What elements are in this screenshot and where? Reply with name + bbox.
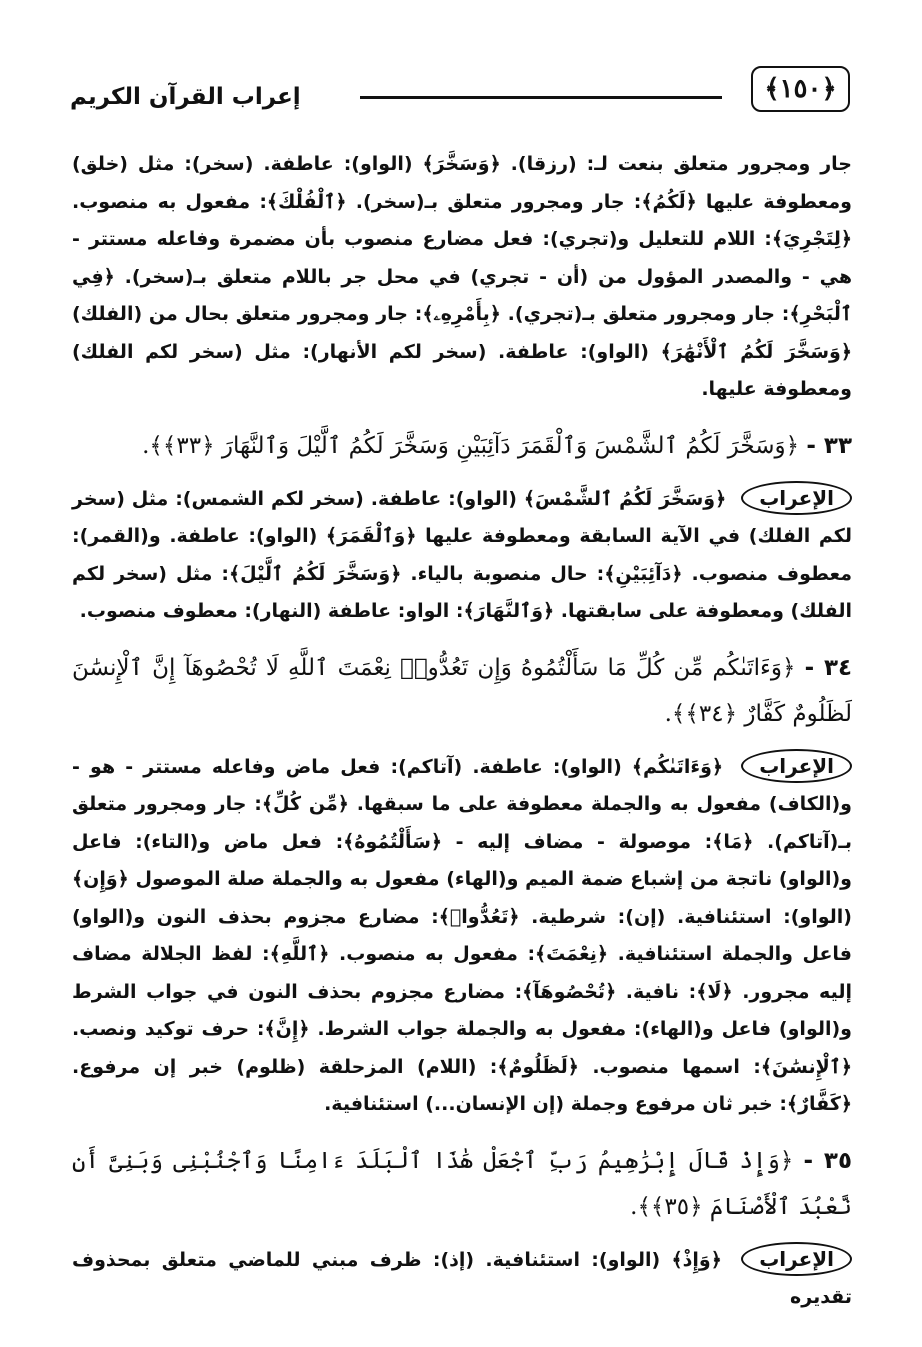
verse-33 <box>72 423 852 469</box>
verse-text: ﴿وَإِذْ قَالَ إِبْرَٰهِيمُ رَبِّ ٱجْعَلْ هَٰذَا ٱلْبَلَدَ ءَامِنًا وَٱجْنُبْنِى وَبَنِىَّ أَن نَّعْبُدَ ٱلْأَصْنَامَ ﴿٣٥﴾﴾. <box>72 1147 852 1220</box>
analysis-text: ﴿وَإِذْ﴾ (الواو): استئنافية. (إذ): ظرف مبني للماضي متعلق بمحذوف تقديره <box>72 1248 852 1308</box>
paragraph-verse-32-analysis: جار ومجرور متعلق بنعت لـ: (رزقا). ﴿وَسَخَّرَ﴾ (الواو): عاطفة. (سخر): مثل (خلق) ومعطوفة عليها ﴿لَكُمُ﴾: جار ومجرور متعلق بـ(سخر). ﴿ٱلْفُلْكَ﴾: مفعول به منصوب. ﴿لِتَجْرِيَ﴾: اللام للتعليل و(تجري): فعل مضارع منصوب بأن مضمرة وفاعله مستتر - هي - والمصدر المؤول من (أن - تجري) في محل جر باللام متعلق بـ(سخر). ﴿فِي ٱلْبَحْرِ﴾: جار ومجرور متعلق بـ(تجري). ﴿بِأَمْرِهِۦ﴾: جار ومجرور متعلق بحال من (الفلك) ﴿وَسَخَّرَ لَكُمُ ٱلْأَنْهَٰرَ﴾ (الواو): عاطفة. (سخر لكم الأنهار): مثل (سخر لكم الفلك) ومعطوفة عليها. <box>72 153 852 400</box>
verse-number: ٣٣ - <box>806 432 852 459</box>
header-rule <box>360 96 722 99</box>
paragraph-verse-34-analysis <box>72 749 852 1124</box>
paragraph-verse-35-analysis <box>72 1242 852 1317</box>
paragraph-verse-33-analysis <box>72 481 852 631</box>
i3rab-label: الإعراب <box>741 749 852 783</box>
verse-34 <box>72 645 852 737</box>
page-number: ﴿١٥٠﴾ <box>751 66 850 112</box>
analysis-text: ﴿وَءَاتَىٰكُم﴾ (الواو): عاطفة. (آتاكم): فعل ماض وفاعله مستتر - هو - و(الكاف) مفعول به والجملة معطوفة على ما سبقها. ﴿مِّن كُلِّ﴾: جار ومجرور متعلق بـ(آتاكم). ﴿مَا﴾: موصولة - مضاف إليه - ﴿سَأَلْتُمُوهُ﴾: فعل ماض و(التاء): فاعل و(الواو) ناتجة من إشباع ضمة الميم و(الهاء) مفعول به والجملة صلة الموصول ﴿وَإِن﴾ (الواو): استئنافية. (إن): شرطية. ﴿تَعُدُّوا۟﴾: مضارع مجزوم بحذف النون و(الواو) فاعل والجملة استئنافية. ﴿نِعْمَتَ﴾: مفعول به منصوب. ﴿ٱللَّهِ﴾: لفظ الجلالة مضاف إليه مجرور. ﴿لَا﴾: نافية. ﴿تُحْصُوهَآ﴾: مضارع مجزوم بحذف النون في جواب الشرط و(الواو) فاعل و(الهاء): مفعول به والجملة جواب الشرط. ﴿إِنَّ﴾: حرف توكيد ونصب. ﴿ٱلْإِنسَٰنَ﴾: اسمها منصوب. ﴿لَظَلُومٌ﴾: (اللام) المزحلقة (ظلوم) خبر إن مرفوع. ﴿كَفَّارٌ﴾: خبر ثان مرفوع وجملة (إن الإنسان...) استئنافية. <box>72 755 852 1115</box>
verse-35 <box>72 1138 852 1230</box>
verse-number: ٣٥ - <box>803 1147 852 1174</box>
verse-text: ﴿وَءَاتَىٰكُم مِّن كُلِّ مَا سَأَلْتُمُوهُ وَإِن تَعُدُّوا۟ نِعْمَتَ ٱللَّهِ لَا تُحْصُوهَآ إِنَّ ٱلْإِنسَٰنَ لَظَلُومٌ كَفَّارٌ ﴿٣٤﴾﴾. <box>72 654 852 727</box>
page-header <box>60 62 862 124</box>
page-body <box>72 146 852 1317</box>
book-title: إعراب القرآن الكريم <box>70 84 301 110</box>
verse-number: ٣٤ - <box>804 654 853 681</box>
verse-text: ﴿وَسَخَّرَ لَكُمُ ٱلشَّمْسَ وَٱلْقَمَرَ دَآئِبَيْنِ وَسَخَّرَ لَكُمُ ٱلَّيْلَ وَٱلنَّهَارَ ﴿٣٣﴾﴾. <box>142 432 800 459</box>
i3rab-label: الإعراب <box>741 1242 852 1276</box>
analysis-text: ﴿وَسَخَّرَ لَكُمُ ٱلشَّمْسَ﴾ (الواو): عاطفة. (سخر لكم الشمس): مثل (سخر لكم الفلك) في الآية السابقة ومعطوفة عليها ﴿وَٱلْقَمَرَ﴾ (الواو): عاطفة. و(القمر): معطوف منصوب. ﴿دَآئِبَيْنِ﴾: حال منصوبة بالياء. ﴿وَسَخَّرَ لَكُمُ ٱلَّيْلَ﴾: مثل (سخر لكم الفلك) ومعطوفة على سابقتها. ﴿وَٱلنَّهَارَ﴾: الواو: عاطفة (النهار): معطوف منصوب. <box>72 487 852 622</box>
i3rab-label: الإعراب <box>741 481 852 515</box>
